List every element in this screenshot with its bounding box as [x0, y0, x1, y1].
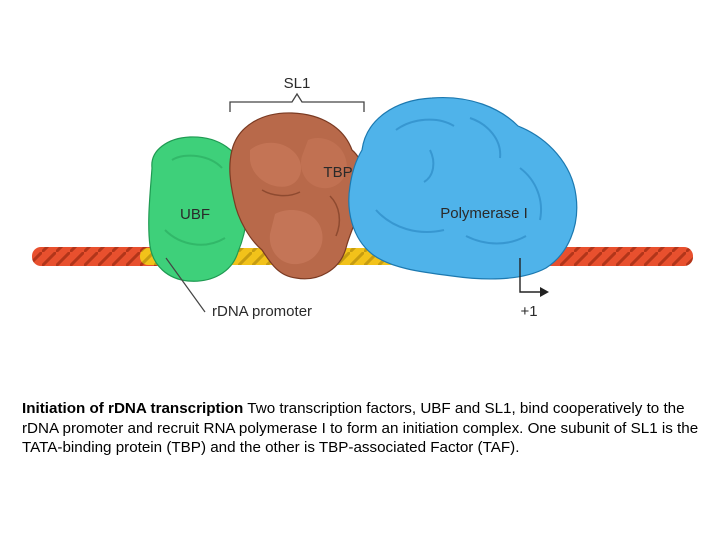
start-site-label: +1 — [520, 303, 538, 320]
figure-caption — [22, 399, 706, 458]
dna-helix — [32, 247, 693, 266]
polymerase-i — [349, 98, 577, 279]
polymerase-label: Polymerase I — [440, 205, 528, 222]
tbp-label: TBP — [323, 164, 353, 181]
ubf-label: UBF — [180, 206, 210, 223]
caption-body: Two transcription factors, UBF and SL1, bind cooperatively to the rDNA promoter and recruit RNA polymerase I to form an initiation complex. One subunit of SL1 is the TATA-binding protein (TBP) and the other is TBP-associated Factor (TAF). — [22, 400, 699, 456]
caption-title: Initiation of rDNA transcription — [22, 400, 244, 417]
sl1-bracket — [230, 94, 364, 112]
start-site-arrowhead — [540, 287, 549, 297]
promoter-label: rDNA promoter — [212, 303, 313, 320]
sl1-label: SL1 — [283, 75, 311, 92]
